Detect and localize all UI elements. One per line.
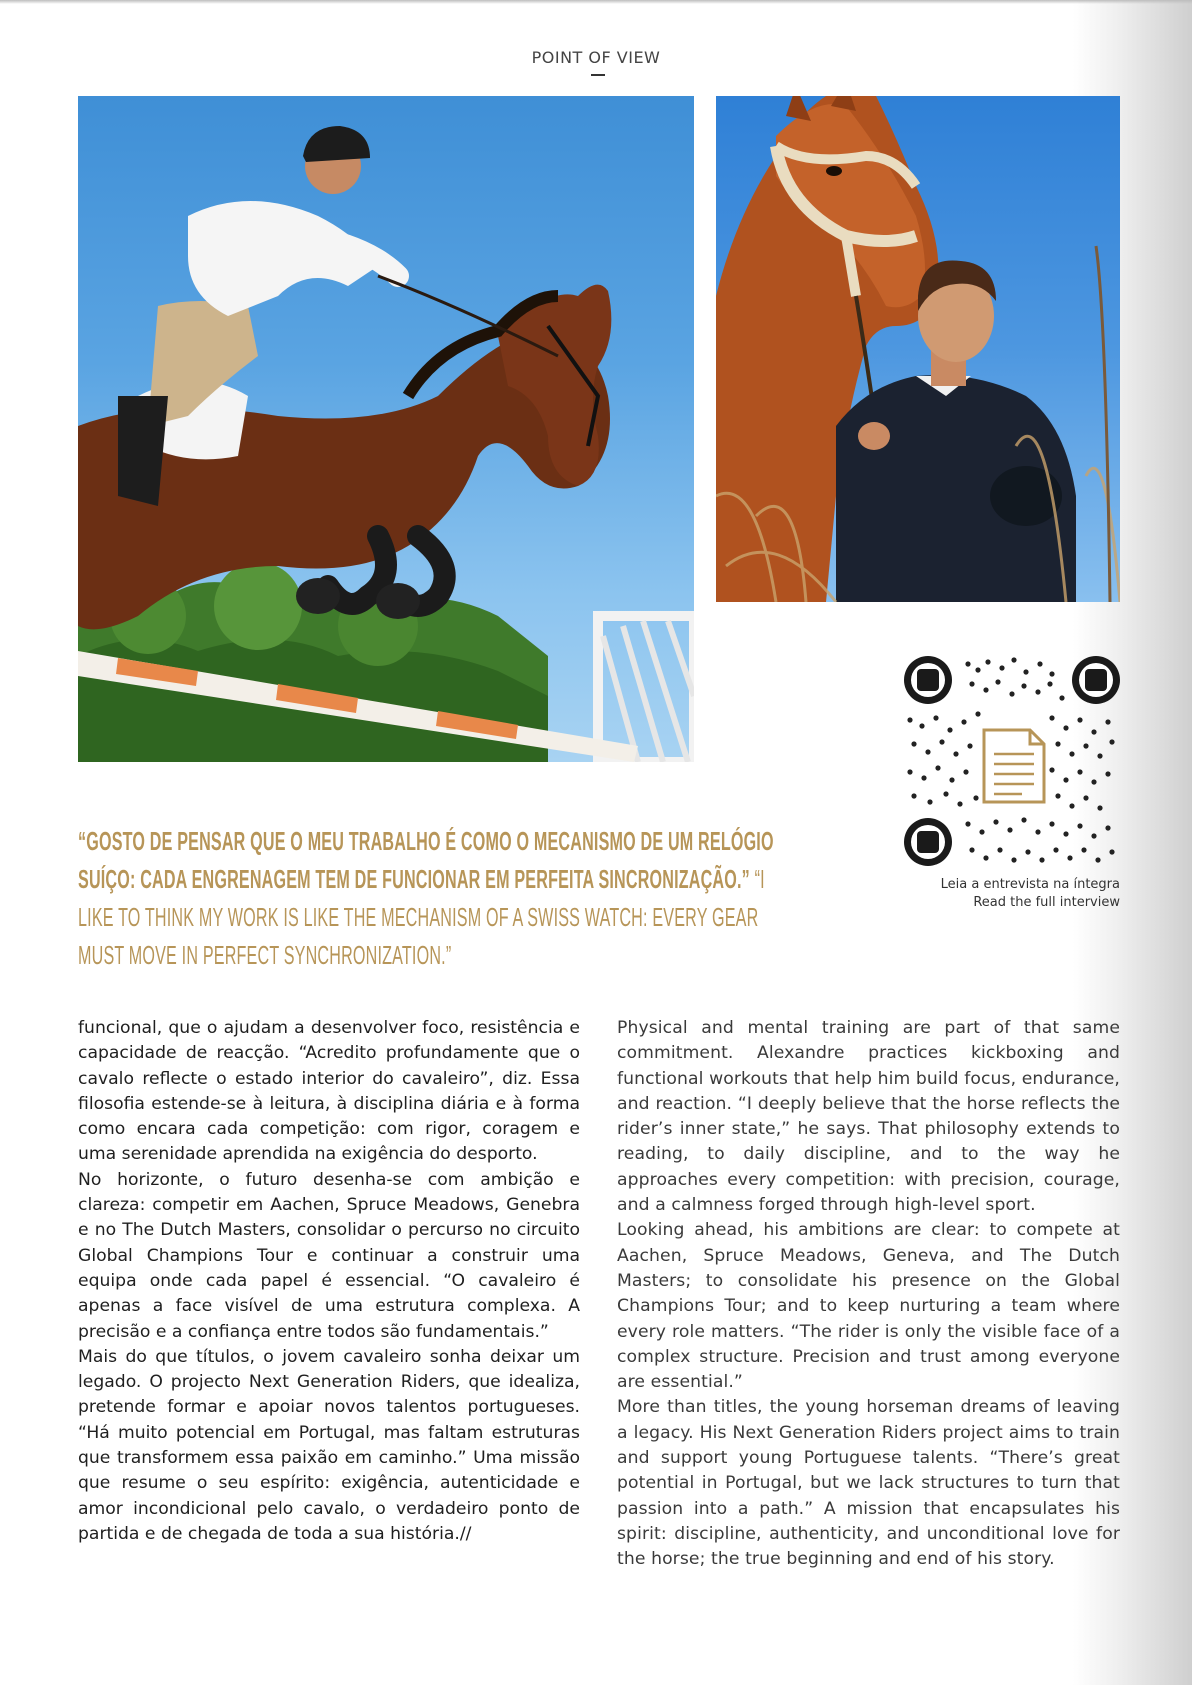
qr-code-graphic (902, 654, 1122, 868)
pull-quote-english: “I LIKE TO THINK MY WORK IS LIKE THE MECHANISM OF A SWISS WATCH: EVERY GEAR MUST MOVE IN PERFECT SYNCHRONIZATION.” (78, 864, 765, 970)
paragraph: funcional, que o ajudam a desenvolver foco, resistência e capacidade de reacção. “Acredito profundamente que o cavalo reflecte o estado interior do cavaleiro”, diz. Essa filosofia estende-se à leitura, à disciplina diária e à forma como encara cada competição: com rigor, coragem e uma serenidade aprendida na exigência do desporto. (78, 1018, 580, 1165)
paragraph: No horizonte, o futuro desenha-se com ambição e clareza: competir em Aachen, Spruce Meadows, Genebra e no The Dutch Masters, consolidar o percurso no circuito Global Champions Tour e continuar a construir uma equipa onde cada papel é essencial. “O cavaleiro é apenas a face visível de uma estrutura complexa. A precisão e a confiança entre todos são fundamentais.” (78, 1169, 580, 1342)
qr-caption-english: Read the full interview (973, 895, 1120, 910)
qr-caption-portuguese: Leia a entrevista na íntegra (940, 877, 1120, 892)
body-column-english (617, 1016, 1120, 1573)
pull-quote (78, 822, 798, 974)
man-with-horse-photo (716, 96, 1120, 602)
rider-jumping-photo (78, 96, 694, 762)
rider-jumping-illustration (78, 96, 694, 762)
section-underline (591, 74, 605, 76)
body-column-portuguese (78, 1016, 580, 1547)
paragraph: Mais do que títulos, o jovem cavaleiro sonha deixar um legado. O projecto Next Generation Riders, que idealiza, pretende formar e apoiar novos talentos portugueses. “Há muito potencial em Portugal, mas faltam estruturas que transformem essa paixão em caminho.” Uma missão que resume o seu espírito: exigência, autenticidade e amor incondicional pelo cavalo, o verdadeiro ponto de partida e de chegada de toda a sua história.// (78, 1346, 580, 1544)
man-with-horse-illustration (716, 96, 1120, 602)
pull-quote-portuguese: “GOSTO DE PENSAR QUE O MEU TRABALHO É COMO O MECANISMO DE UM RELÓGIO SUÍÇO: CADA ENGRENAGEM TEM DE FUNCIONAR EM PERFEITA SINCRONIZAÇÃO.” (78, 826, 774, 894)
section-header: POINT OF VIEW (531, 48, 661, 67)
document-icon (984, 730, 1044, 802)
paragraph: Physical and mental training are part of that same commitment. Alexandre practices kickboxing and functional workouts that help him build focus, endurance, and reaction. “I deeply believe that the horse reflects the rider’s inner state,” he says. That philosophy extends to reading, to daily discipline, and to the way he approaches every competition: with precision, courage, and a calmness forged through high-level sport. (617, 1018, 1120, 1216)
paragraph: Looking ahead, his ambitions are clear: to compete at Aachen, Spruce Meadows, Geneva, and The Dutch Masters; to consolidate his presence on the Global Champions Tour; and to keep nurturing a team where every role matters. “The rider is only the visible face of a complex structure. Precision and trust among everyone are essential.” (617, 1220, 1120, 1393)
qr-code[interactable] (902, 654, 1122, 868)
page-edge-shadow (0, 0, 1192, 4)
paragraph: More than titles, the young horseman dreams of leaving a legacy. His Next Generation Riders project aims to train and support young Portuguese talents. “There’s great potential in Portugal, but we lack structures to turn that passion into a path.” A mission that encapsulates his spirit: discipline, authenticity, and unconditional love for the horse; the true beginning and end of his story. (617, 1397, 1120, 1570)
